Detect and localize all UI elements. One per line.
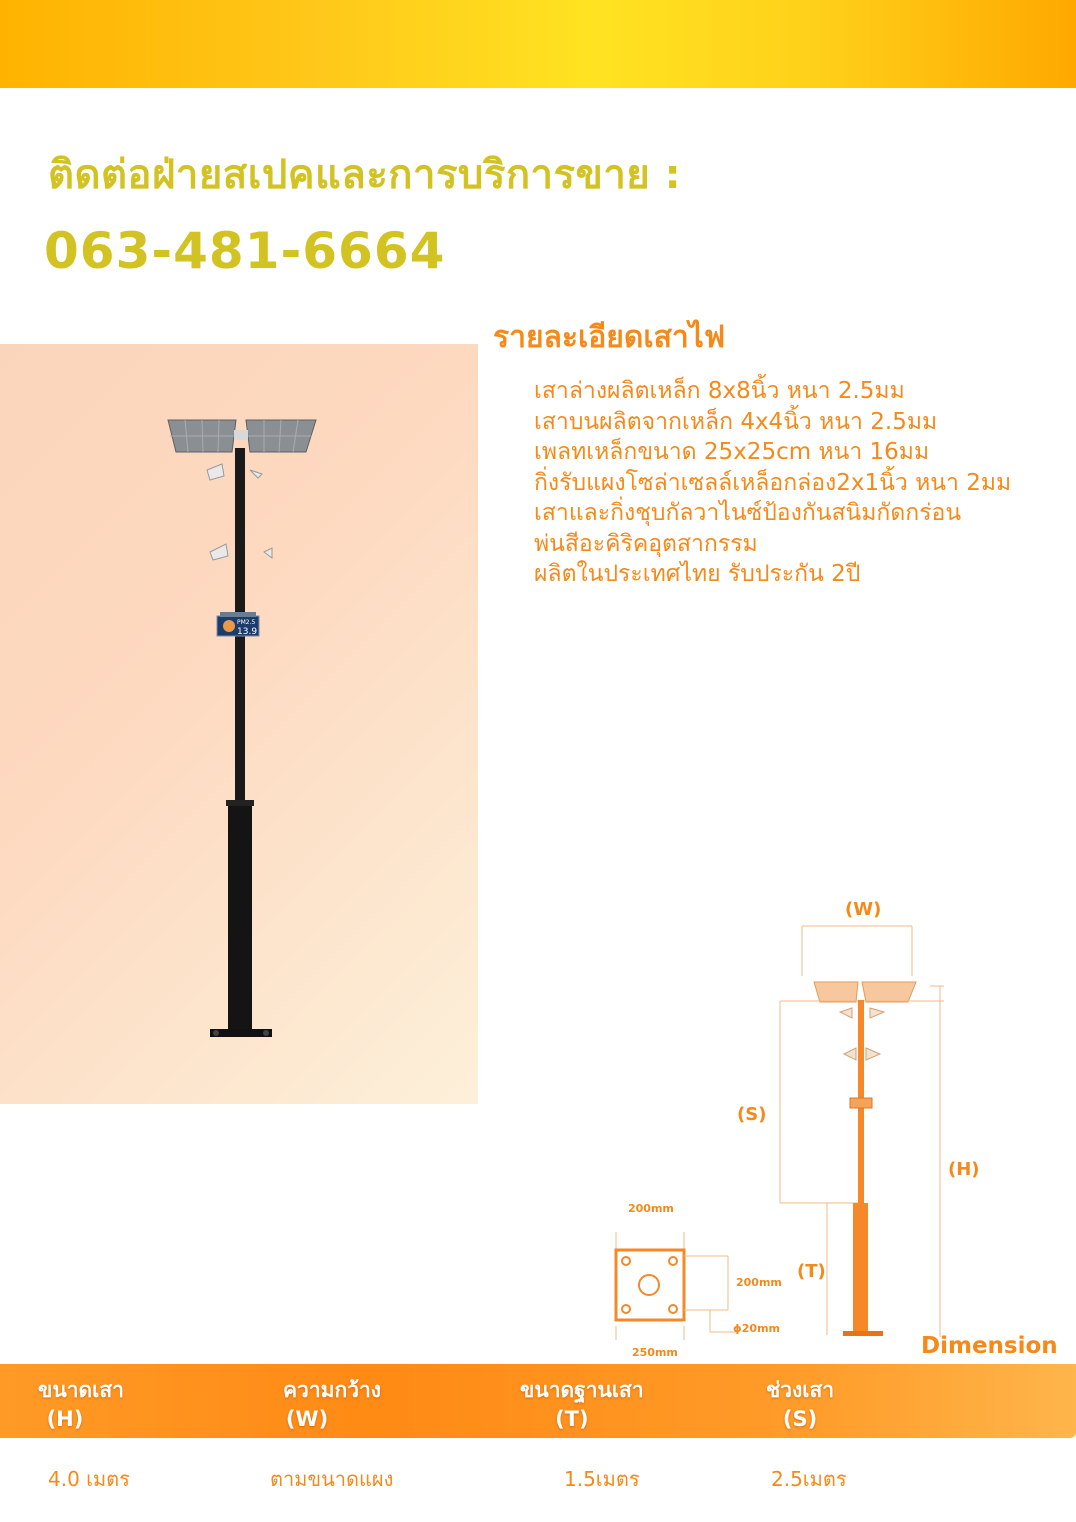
product-photo bbox=[0, 344, 478, 1104]
spec-list bbox=[534, 376, 1011, 590]
header-width bbox=[283, 1376, 381, 1434]
label-s: (S) bbox=[737, 1104, 767, 1125]
value-width: ตามขนาดแผง bbox=[270, 1467, 394, 1491]
spec-item: กิ่งรับแผงโซล่าเซลล์เหล็อกล่อง2x1นิ้ว หนา 2มม bbox=[534, 469, 1012, 496]
sensor-value: 13.9 bbox=[237, 627, 258, 637]
dimension-diagram bbox=[600, 890, 1076, 1360]
label-h: (H) bbox=[948, 1159, 980, 1180]
header-width-name: ความกว้าง bbox=[283, 1378, 382, 1402]
diagram-solar-panels bbox=[814, 982, 916, 1002]
solar-panel-right bbox=[246, 420, 316, 452]
solar-panel-left bbox=[168, 420, 236, 452]
spec-item: ผลิตในประเทศไทย รับประกัน 2ปี bbox=[534, 561, 861, 587]
header-base-code: (T) bbox=[555, 1407, 589, 1431]
spec-item: พ่นสีอะคิริคอุตสากรรม bbox=[534, 530, 758, 557]
sensor-label: PM2.5 bbox=[237, 619, 256, 626]
spec-item: เสาและกิ่งชุบกัลวาไนซ์ป้องกันสนิมกัดกร่อน bbox=[534, 500, 962, 526]
spec-heading: รายละเอียดเสาไฟ bbox=[493, 320, 726, 355]
value-height: 4.0 เมตร bbox=[48, 1467, 130, 1491]
header-width-code: (W) bbox=[285, 1407, 329, 1431]
air-quality-display bbox=[217, 612, 259, 637]
contact-heading: ติดต่อฝ่ายสเปคและการบริการขาย : bbox=[48, 152, 682, 198]
header-span-code: (S) bbox=[782, 1407, 818, 1431]
value-base: 1.5เมตร bbox=[564, 1467, 640, 1491]
base-plate-detail bbox=[616, 1202, 782, 1359]
value-span: 2.5เมตร bbox=[771, 1467, 847, 1491]
solar-pole-illustration bbox=[0, 344, 478, 1104]
base-plate bbox=[210, 1029, 272, 1037]
diagram-lower-pole bbox=[853, 1203, 868, 1333]
base-top-label: 200mm bbox=[628, 1202, 674, 1215]
header-span bbox=[766, 1376, 834, 1434]
label-t: (T) bbox=[797, 1261, 826, 1282]
spec-item: เพลทเหล็กขนาด 25x25cm หนา 16มม bbox=[534, 439, 930, 465]
base-bottom-label: 250mm bbox=[632, 1346, 678, 1359]
spec-item: เสาล่างผลิตเหล็ก 8x8นิ้ว หนา 2.5มม bbox=[534, 378, 905, 404]
lower-pole bbox=[228, 802, 252, 1032]
header-height bbox=[38, 1376, 124, 1434]
base-side-label: 200mm bbox=[736, 1276, 782, 1289]
header-base bbox=[520, 1376, 644, 1434]
spec-item: เสาบนผลิตจากเหล็ก 4x4นิ้ว หนา 2.5มม bbox=[534, 408, 938, 435]
top-banner bbox=[0, 0, 1076, 88]
header-span-name: ช่วงเสา bbox=[766, 1378, 835, 1402]
label-w: (W) bbox=[845, 899, 882, 920]
hole-label: ɸ20mm bbox=[733, 1322, 780, 1335]
header-height-code: (H) bbox=[46, 1407, 84, 1431]
contact-phone[interactable]: 063-481-6664 bbox=[44, 222, 446, 280]
header-height-name: ขนาดเสา bbox=[38, 1378, 124, 1402]
dimension-title: Dimension bbox=[921, 1333, 1058, 1359]
header-base-name: ขนาดฐานเสา bbox=[520, 1378, 644, 1402]
